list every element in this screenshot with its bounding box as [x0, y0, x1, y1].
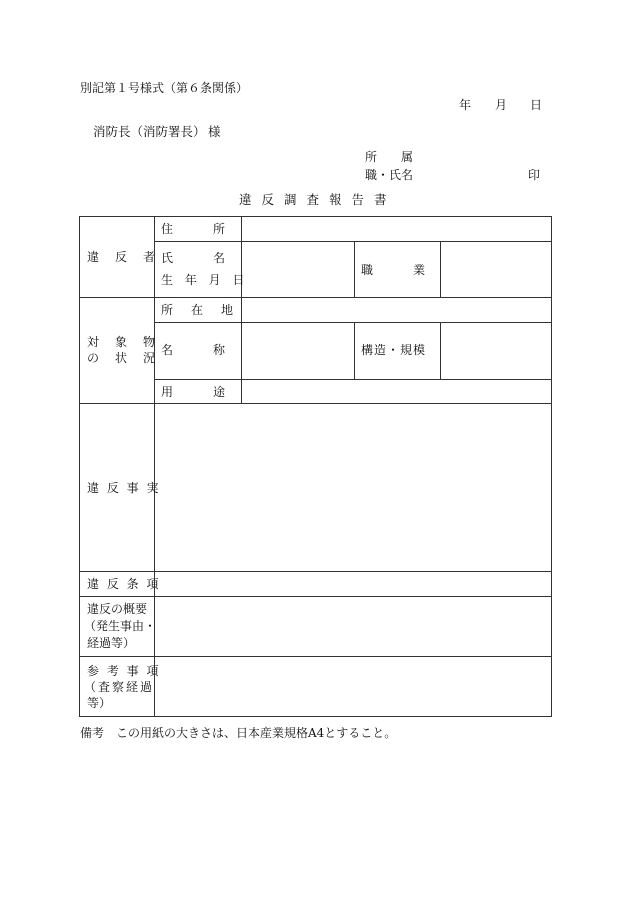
row-divider: [79, 571, 552, 572]
title-char: 報: [329, 192, 342, 207]
column-divider: [241, 216, 242, 404]
row-divider: [79, 403, 552, 404]
title-char: 告: [351, 192, 365, 207]
reference-label-line3: 等）: [87, 696, 112, 710]
date-month-label: 月: [495, 98, 508, 112]
reference-label-line1: 参 考 事 項: [87, 664, 161, 678]
location-label: 所 在 地: [161, 303, 237, 317]
title-char: 調: [284, 192, 297, 207]
title-char: 違: [239, 192, 252, 207]
usage-label: 用 途: [161, 385, 227, 399]
structure-scale-label: 構造・規模: [361, 343, 427, 357]
row-divider: [154, 241, 552, 242]
violation-summary-label-line1: 違反の概要: [87, 602, 148, 616]
affiliation-label: 所 属: [365, 150, 414, 164]
column-divider: [440, 322, 441, 379]
report-table: [79, 216, 552, 717]
form-reference: 別記第１号様式（第６条関係）: [80, 81, 249, 95]
footnote: 備考 この用紙の大きさは、日本産業規格A4とすること。: [80, 726, 397, 740]
seal-mark: 印: [528, 168, 541, 182]
reference-label-line2: （査察経過: [84, 680, 155, 694]
birthdate-label: 生 年 月 日: [161, 273, 249, 287]
date-year-label: 年: [459, 98, 472, 112]
address-label: 住 所: [161, 222, 227, 236]
title-char: 書: [374, 192, 387, 207]
column-divider: [354, 241, 355, 297]
object-name-label: 名 称: [161, 343, 227, 357]
title-char: 査: [306, 192, 320, 207]
violation-facts-label: 違 反 事 実: [87, 481, 161, 495]
violation-summary-label-line2: （発生事由・: [84, 619, 157, 633]
column-divider: [154, 216, 155, 717]
violation-summary-label-line3: 経過等）: [87, 636, 136, 650]
row-divider: [79, 596, 552, 597]
date-day-label: 日: [530, 98, 543, 112]
column-divider: [354, 322, 355, 379]
row-divider: [79, 297, 552, 298]
honorific: 様: [208, 124, 221, 139]
name-label: 氏 名: [161, 251, 227, 265]
occupation-label: 職 業: [361, 263, 427, 277]
row-divider: [154, 379, 552, 380]
row-divider: [154, 322, 552, 323]
violator-label: 違 反 者: [87, 250, 158, 264]
column-divider: [440, 241, 441, 297]
title-char: 反: [261, 192, 275, 207]
target-status-label-line2: の 状 況: [87, 351, 158, 365]
addressee: 消防長（消防署長）: [93, 124, 206, 139]
position-name-label: 職・氏名: [365, 168, 414, 182]
violation-clause-label: 違 反 条 項: [87, 577, 161, 591]
document-title: [239, 194, 397, 207]
row-divider: [79, 656, 552, 657]
target-status-label-line1: 対 象 物: [87, 335, 158, 349]
